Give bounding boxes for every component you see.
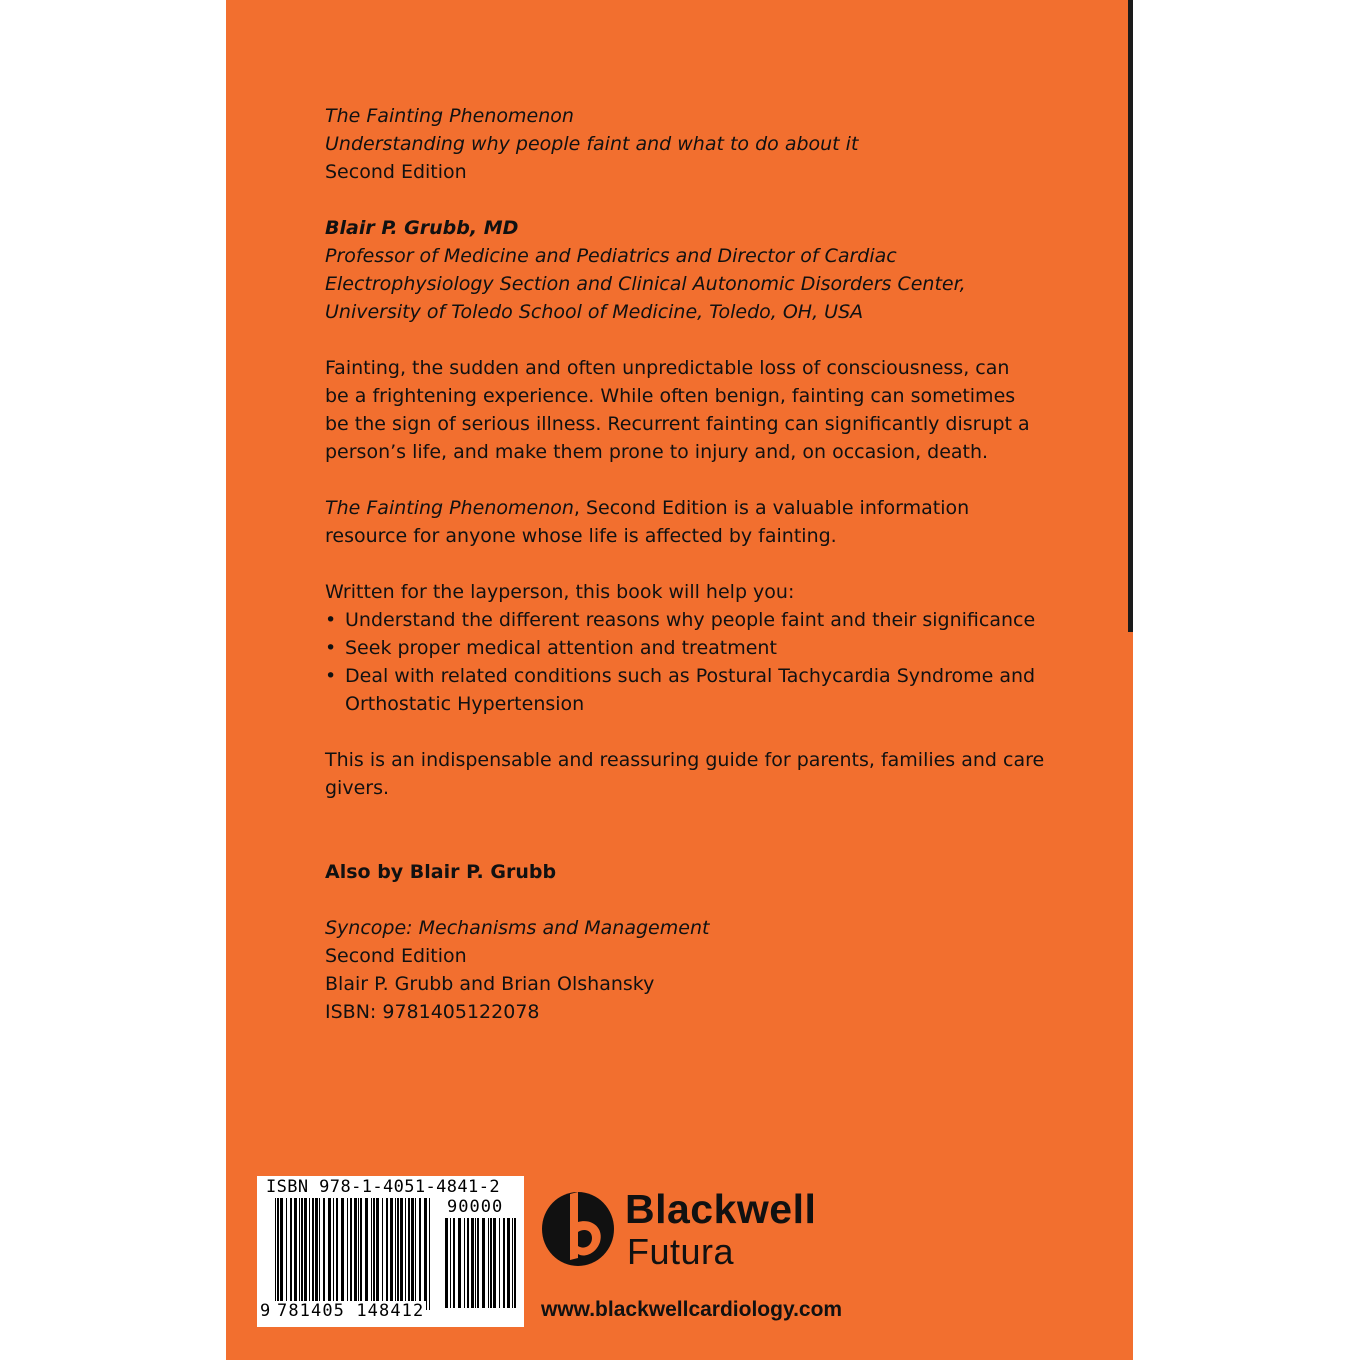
- barcode-bar: [464, 1218, 465, 1308]
- resource-line: [325, 494, 1025, 522]
- barcode-bar: [499, 1218, 500, 1308]
- barcode-bar: [458, 1218, 461, 1308]
- author-block: [325, 214, 1025, 326]
- publisher-name: Blackwell: [625, 1186, 817, 1232]
- description-line: be a frightening experience. While often benign, fainting can sometimes: [325, 385, 1016, 407]
- barcode-bar: [395, 1198, 396, 1310]
- barcode-bar: [309, 1198, 310, 1310]
- barcode-bar: [390, 1198, 393, 1310]
- help-list: [325, 578, 1036, 718]
- barcode-bar: [386, 1198, 388, 1310]
- barcode-bar: [507, 1218, 510, 1308]
- resource-paragraph: [325, 494, 1025, 550]
- closing-paragraph: [325, 746, 1045, 802]
- author-affiliation-line: Electrophysiology Section and Clinical Autonomic Disorders Center,: [325, 273, 966, 295]
- barcode-bar: [514, 1218, 516, 1308]
- help-intro: Written for the layperson, this book will help you:: [325, 581, 795, 603]
- also-by-authors: Blair P. Grubb and Brian Olshansky: [325, 973, 655, 995]
- barcode-bars: [275, 1198, 433, 1310]
- also-by-heading: Also by Blair P. Grubb: [325, 861, 557, 883]
- also-by-isbn: ISBN: 9781405122078: [325, 1001, 540, 1023]
- barcode-lead-digit: 9: [260, 1301, 271, 1321]
- publisher-imprint: Futura: [627, 1231, 735, 1272]
- barcode-bar: [277, 1198, 279, 1310]
- resource-text: , Second Edition is a valuable information: [573, 497, 970, 519]
- author-affiliation-line: University of Toledo School of Medicine, Toledo, OH, USA: [325, 301, 864, 323]
- barcode-bar: [429, 1198, 430, 1310]
- barcode-bar: [358, 1198, 359, 1310]
- barcode-bar: [488, 1218, 489, 1308]
- barcode-bar: [467, 1218, 469, 1308]
- barcode-bar: [319, 1198, 320, 1310]
- barcode-bar: [424, 1198, 427, 1310]
- book-edition: Second Edition: [325, 161, 467, 183]
- barcode-bar: [328, 1198, 331, 1310]
- barcode-bar: [405, 1198, 406, 1310]
- barcode-bar: [477, 1218, 479, 1308]
- bullet-item: • Understand the different reasons why people faint and their significance: [325, 606, 1025, 634]
- resource-line-2: resource for anyone whose life is affected by fainting.: [325, 525, 837, 547]
- barcode-bar: [336, 1198, 338, 1310]
- barcode-bar: [365, 1198, 368, 1310]
- barcode-bar: [503, 1218, 505, 1308]
- barcode-bar: [419, 1198, 421, 1310]
- barcode: [257, 1176, 524, 1327]
- barcode-bar: [275, 1198, 276, 1310]
- barcode-bar: [360, 1198, 362, 1310]
- barcode-bar: [445, 1218, 448, 1308]
- barcode-addon-bars: [445, 1218, 517, 1308]
- barcode-bar: [280, 1198, 283, 1310]
- barcode-bar: [408, 1198, 410, 1310]
- barcode-bar: [376, 1198, 379, 1310]
- barcode-bar: [299, 1198, 300, 1310]
- barcode-bar: [315, 1198, 318, 1310]
- barcode-bar: [411, 1198, 414, 1310]
- barcode-bar: [415, 1198, 416, 1310]
- barcode-bar: [304, 1198, 307, 1310]
- barcode-bar: [400, 1198, 403, 1310]
- bullet-list: [325, 606, 1036, 718]
- spacer: [325, 886, 1025, 914]
- barcode-bar: [453, 1218, 455, 1308]
- bullet-item: • Seek proper medical attention and treatment: [325, 634, 1025, 662]
- author-name: Blair P. Grubb, MD: [325, 217, 519, 239]
- barcode-bar: [490, 1218, 492, 1308]
- barcode-bar: [323, 1198, 325, 1310]
- barcode-bar: [382, 1198, 383, 1310]
- also-by-block: [325, 858, 1025, 1026]
- barcode-bar: [493, 1218, 496, 1308]
- also-by-edition: Second Edition: [325, 945, 467, 967]
- description-line: Fainting, the sudden and often unpredictable loss of consciousness, can: [325, 357, 1010, 379]
- barcode-bar: [347, 1198, 348, 1310]
- barcode-bar: [371, 1198, 372, 1310]
- blackwell-b-logo-icon: [540, 1188, 616, 1268]
- closing-line: This is an indispensable and reassuring guide for parents, families and care: [325, 749, 1045, 771]
- description: [325, 354, 1030, 466]
- closing-line: givers.: [325, 777, 390, 799]
- barcode-bar: [482, 1218, 485, 1308]
- description-line: be the sign of serious illness. Recurrent fainting can significantly disrupt a: [325, 413, 1030, 435]
- resource-book-title: The Fainting Phenomenon: [325, 497, 574, 519]
- barcode-bar: [475, 1218, 476, 1308]
- barcode-bar: [354, 1198, 357, 1310]
- barcode-bar: [341, 1198, 344, 1310]
- book-subtitle: Understanding why people faint and what to do about it: [325, 133, 859, 155]
- barcode-bar: [290, 1198, 292, 1310]
- bullet-item-text-continued: Orthostatic Hypertension: [345, 693, 585, 715]
- title-block: [325, 102, 1025, 186]
- author-affiliation-line: Professor of Medicine and Pediatrics and Director of Cardiac: [325, 245, 897, 267]
- barcode-bar: [471, 1218, 474, 1308]
- book-title: The Fainting Phenomenon: [325, 105, 574, 127]
- barcode-bar: [512, 1218, 513, 1308]
- barcode-bar: [333, 1198, 334, 1310]
- bullet-item: [325, 662, 1036, 718]
- barcode-bar: [350, 1198, 352, 1310]
- barcode-bar: [301, 1198, 303, 1310]
- barcode-bar: [294, 1198, 297, 1310]
- barcode-bar: [373, 1198, 375, 1310]
- barcode-isbn-label: ISBN 978-1-4051-4841-2: [266, 1177, 500, 1197]
- barcode-bar: [450, 1218, 451, 1308]
- barcode-price-code: 90000: [447, 1197, 504, 1217]
- barcode-bar: [286, 1198, 287, 1310]
- barcode-digits: 781405 148412: [277, 1301, 425, 1321]
- barcode-bar: [312, 1198, 314, 1310]
- also-by-book-title: Syncope: Mechanisms and Management: [325, 917, 710, 939]
- barcode-bar: [397, 1198, 399, 1310]
- spine-edge: [1128, 0, 1133, 632]
- publisher-url: www.blackwellcardiology.com: [541, 1298, 843, 1321]
- description-line: person’s life, and make them prone to injury and, on occasion, death.: [325, 441, 989, 463]
- bullet-item-text: Deal with related conditions such as Postural Tachycardia Syndrome and: [345, 665, 1036, 687]
